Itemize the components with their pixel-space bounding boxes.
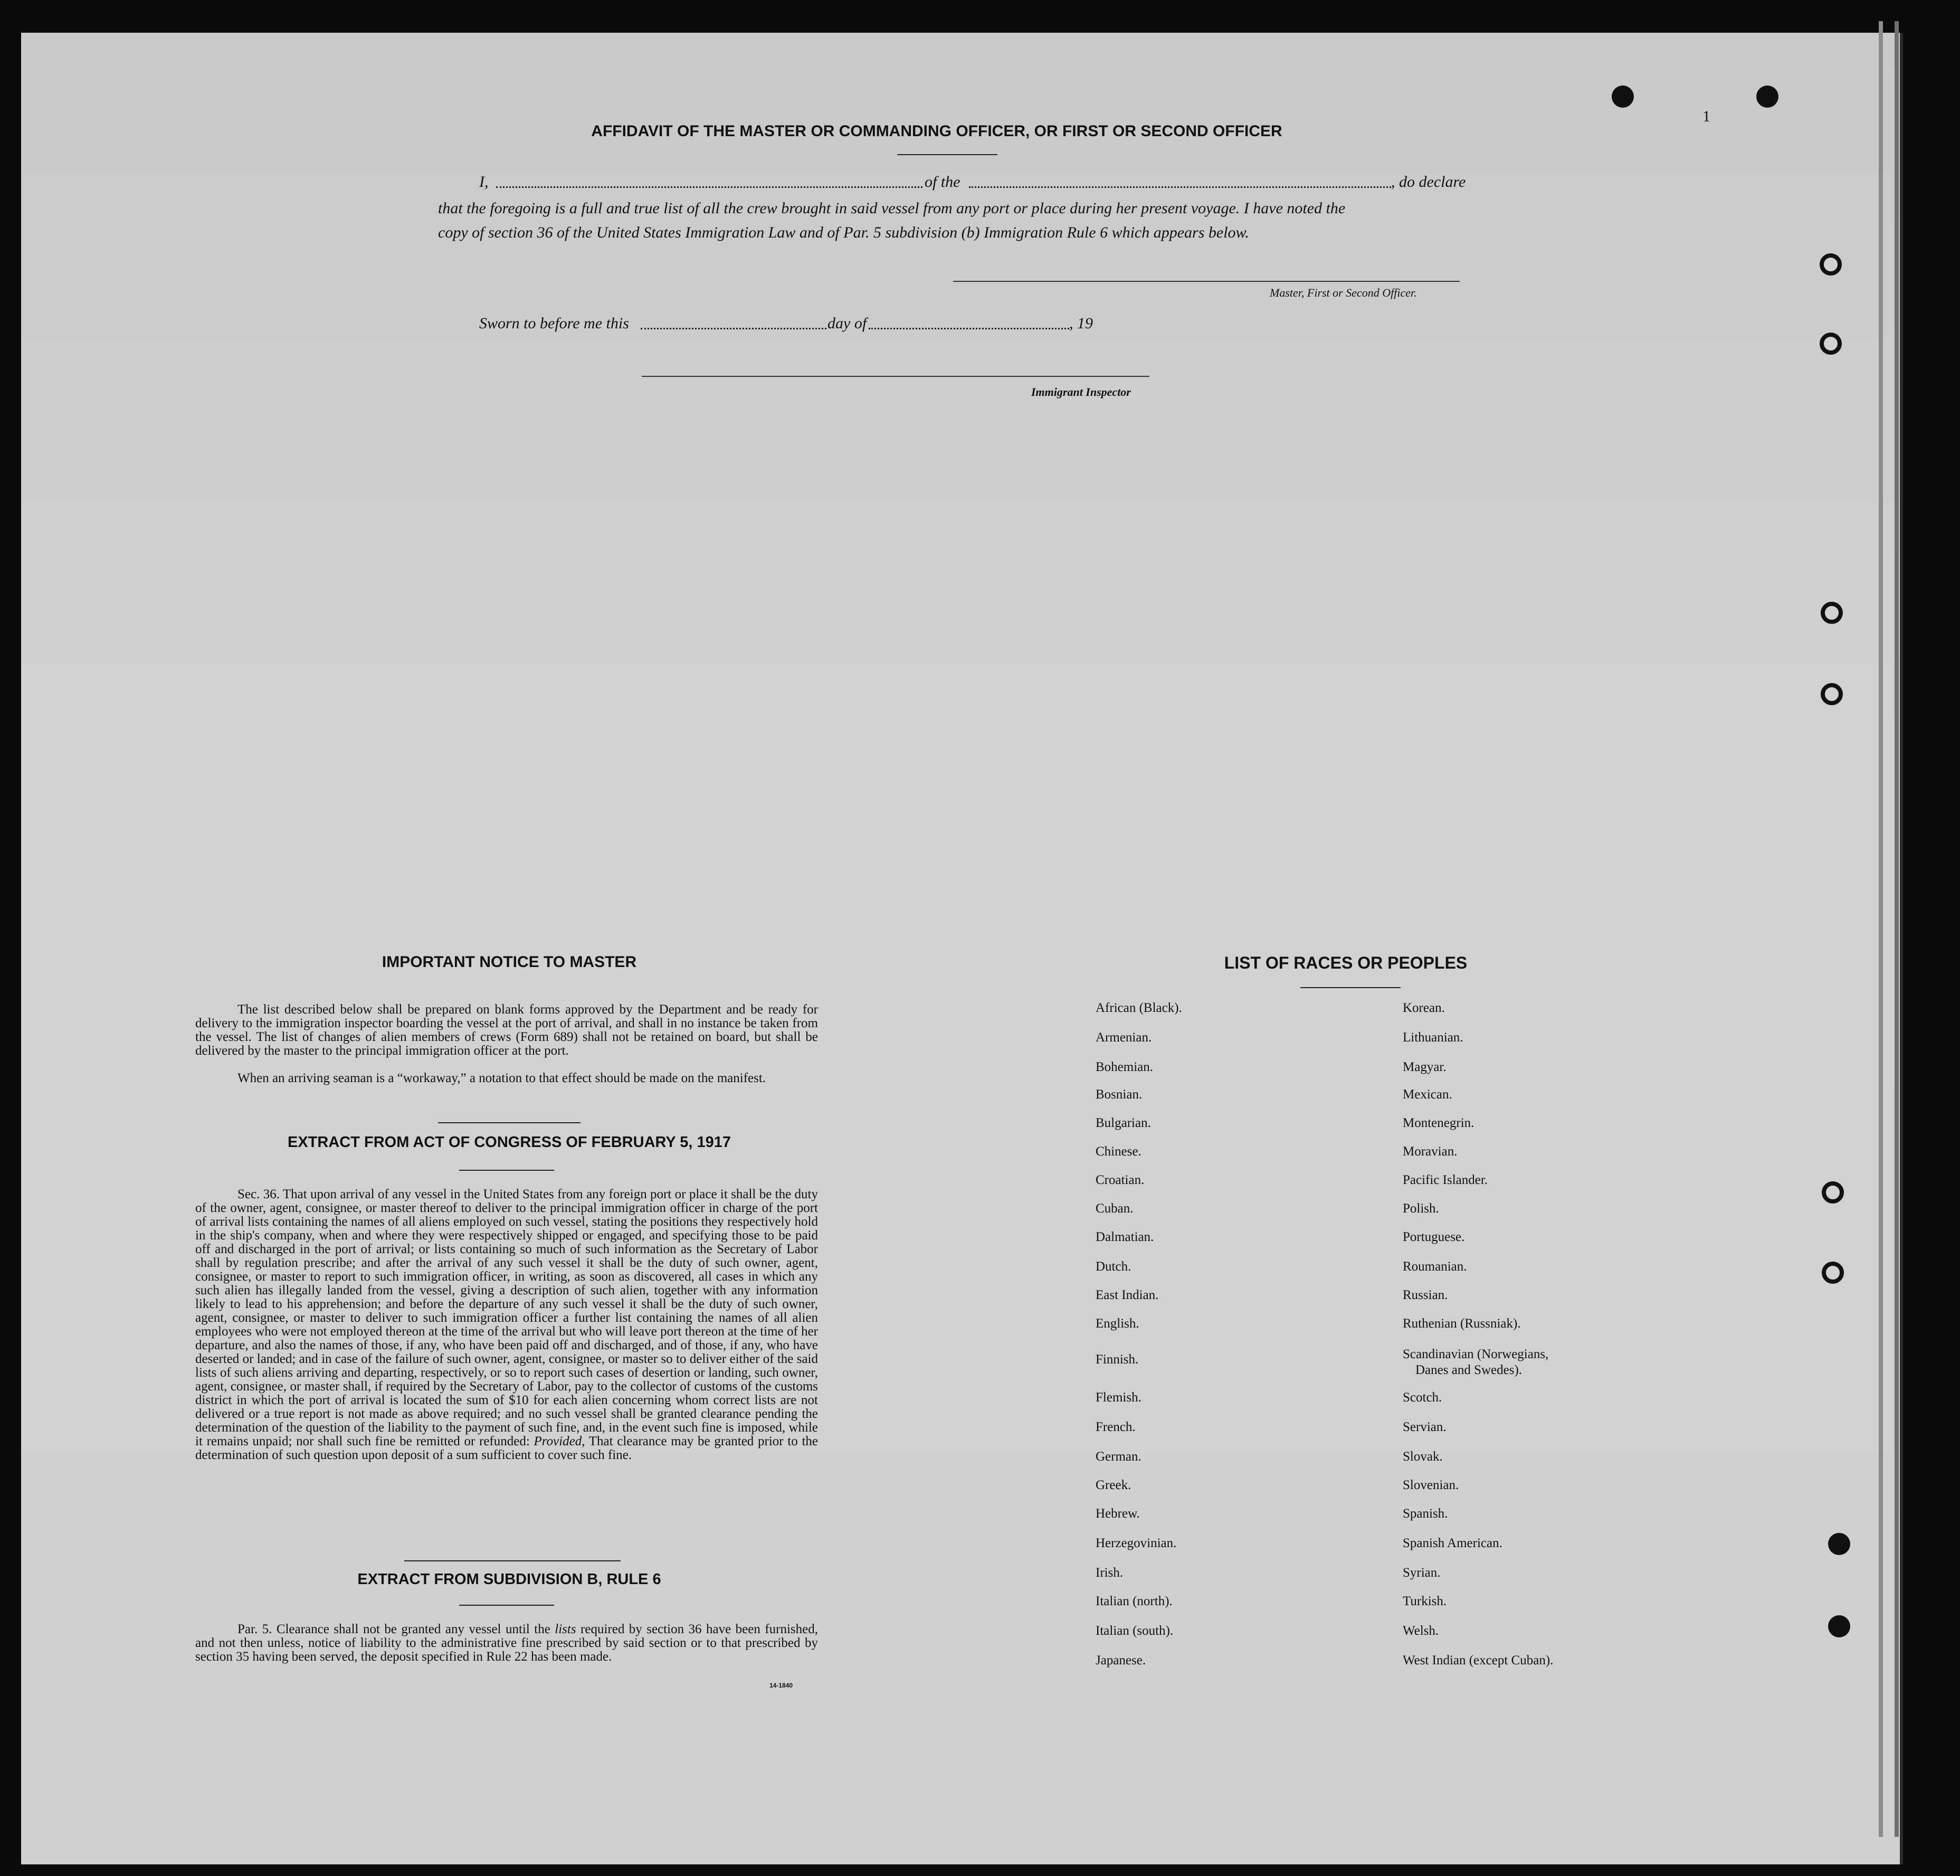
sworn-month-field bbox=[869, 327, 1069, 329]
race-item: German. bbox=[1096, 1449, 1141, 1464]
manifest-page bbox=[21, 33, 1903, 1864]
race-item: Spanish American. bbox=[1403, 1536, 1502, 1550]
race-item: English. bbox=[1096, 1316, 1139, 1331]
notice-paragraph: When an arriving seaman is a “workaway,” a notation to that effect should be made on the manifest. bbox=[237, 1071, 766, 1085]
race-item: Flemish. bbox=[1096, 1390, 1141, 1405]
rule-extract-text bbox=[195, 1623, 818, 1664]
lists-word: lists bbox=[555, 1622, 576, 1636]
race-item: French. bbox=[1096, 1420, 1136, 1434]
race-item: Armenian. bbox=[1096, 1030, 1152, 1045]
divider bbox=[459, 1170, 554, 1171]
rule-text-b: required by section 36 have been furnished, and not then unless, notice of liability to the administrative fine prescribed by said section or to that prescribed by section 35 having been served, the deposit specified in Rule 22 has been made. bbox=[195, 1622, 818, 1664]
race-item: Bohemian. bbox=[1096, 1060, 1154, 1074]
rule-extract-title: EXTRACT FROM SUBDIVISION B, RULE 6 bbox=[357, 1571, 661, 1588]
divider bbox=[459, 1605, 554, 1606]
inspector-label: Immigrant Inspector bbox=[1031, 385, 1131, 399]
divider bbox=[1300, 987, 1401, 988]
divider bbox=[897, 154, 997, 155]
race-item: Turkish. bbox=[1403, 1594, 1447, 1608]
race-item: Croatian. bbox=[1096, 1173, 1145, 1187]
race-item: Dalmatian. bbox=[1096, 1230, 1154, 1244]
vessel-name-field bbox=[969, 186, 1391, 188]
race-item: Japanese. bbox=[1096, 1653, 1146, 1667]
race-item: Scandinavian (Norwegians, bbox=[1403, 1347, 1549, 1361]
race-item: West Indian (except Cuban). bbox=[1403, 1653, 1554, 1667]
race-item: Bosnian. bbox=[1096, 1087, 1143, 1102]
race-item: Spanish. bbox=[1403, 1507, 1448, 1521]
rule-text-a: Par. 5. Clearance shall not be granted any vessel until the bbox=[237, 1622, 550, 1636]
race-item: East Indian. bbox=[1096, 1288, 1159, 1302]
race-item: Italian (north). bbox=[1096, 1594, 1173, 1608]
notice-title: IMPORTANT NOTICE TO MASTER bbox=[382, 953, 637, 971]
race-item: Russian. bbox=[1403, 1288, 1448, 1302]
act-extract-text bbox=[195, 1188, 818, 1462]
affidavit-i: I, bbox=[479, 173, 489, 191]
sworn-year: , 19 bbox=[1069, 315, 1093, 332]
page-edge bbox=[1895, 21, 1899, 1837]
notice-paragraph: The list described below shall be prepared on blank forms approved by the Department and be ready for delivery to the immigration inspector boarding the vessel at the port of arrival, and shall in no instance be taken from the vessel. The list of changes of alien members of crews (Form 689) shall not be retained on board, but shall be delivered by the master to the principal immigration officer at the port. bbox=[195, 1002, 818, 1058]
affidavit-of-the: of the bbox=[925, 173, 960, 191]
race-item: Finnish. bbox=[1096, 1352, 1139, 1367]
punch-hole bbox=[1822, 1262, 1844, 1284]
divider bbox=[404, 1560, 621, 1561]
race-item: Mexican. bbox=[1403, 1087, 1452, 1102]
affidavit-title: AFFIDAVIT OF THE MASTER OR COMMANDING OFFICER, OR FIRST OR SECOND OFFICER bbox=[591, 122, 1282, 140]
race-item: Lithuanian. bbox=[1403, 1030, 1463, 1045]
inspector-signature-line bbox=[642, 376, 1149, 377]
divider bbox=[438, 1122, 581, 1123]
race-item: Montenegrin. bbox=[1403, 1116, 1474, 1130]
provided-word: Provided, bbox=[534, 1434, 585, 1448]
sworn-day-field bbox=[641, 327, 826, 329]
race-item: Welsh. bbox=[1403, 1624, 1439, 1638]
race-item: Servian. bbox=[1403, 1420, 1447, 1434]
punch-hole bbox=[1821, 602, 1843, 624]
affidavit-line-2: that the foregoing is a full and true list of all the crew brought in said vessel from any port or place during her present voyage. I have noted the bbox=[438, 200, 1346, 217]
punch-hole bbox=[1612, 86, 1634, 108]
form-number: 14-1840 bbox=[769, 1682, 793, 1689]
race-item: Moravian. bbox=[1403, 1144, 1458, 1159]
punch-hole bbox=[1821, 683, 1843, 705]
race-item: Herzegovinian. bbox=[1096, 1536, 1177, 1550]
race-item: Ruthenian (Russniak). bbox=[1403, 1316, 1521, 1331]
sworn-day-of: day of bbox=[827, 315, 867, 332]
race-item: African (Black). bbox=[1096, 1001, 1182, 1015]
act-extract-title: EXTRACT FROM ACT OF CONGRESS OF FEBRUARY 5, 1917 bbox=[287, 1134, 731, 1151]
punch-hole bbox=[1828, 1533, 1850, 1555]
race-item: Portuguese. bbox=[1403, 1230, 1465, 1244]
race-item: Syrian. bbox=[1403, 1566, 1441, 1580]
affidavit-declare: , do declare bbox=[1391, 173, 1466, 191]
race-item: Irish. bbox=[1096, 1566, 1124, 1580]
corner-mark: 1 bbox=[1702, 108, 1710, 125]
race-item: Dutch. bbox=[1096, 1259, 1131, 1274]
race-item: Cuban. bbox=[1096, 1201, 1134, 1216]
race-item: Slovak. bbox=[1403, 1449, 1443, 1464]
race-item: Danes and Swedes). bbox=[1415, 1363, 1523, 1377]
race-item: Greek. bbox=[1096, 1478, 1131, 1492]
punch-hole bbox=[1820, 333, 1842, 355]
race-item: Slovenian. bbox=[1403, 1478, 1459, 1492]
section-36-text: That upon arrival of any vessel in the United States from any foreign port or place it shall be the duty of the owner, agent, consignee, or master thereof to deliver to the principal immigration officer in charge of the port of arrival lists containing the names of all aliens employed on such vessel, stating the positions they respectively hold in the ship's company, when and where they were respectively shipped or engaged, and specifying those to be paid off and discharged in the port of arrival; or lists containing so much of such information as the Secretary of Labor shall by regulation prescribe; and after the arrival of any such vessel it shall be the duty of such owner, agent, consignee, or master to report to such immigration officer, in writing, as soon as discovered, all cases in which any such alien has illegally landed from the vessel, giving a description of such alien, together with any information likely to lead to his apprehension; and before the departure of any such vessel it shall be the duty of such owner, agent, consignee, or master to deliver to such immigration officer a further list containing the names of all alien employees who were not employed thereon at the time of the arrival but who will leave port thereon at the time of her departure, and also the names of those, if any, who have been paid off and discharged, and of those, if any, who have deserted or landed; and in case of the failure of such owner, agent, consignee, or master so to deliver either of the said lists of such aliens arriving and departing, respectively, or so to report such cases of desertion or landing, such owner, agent, consignee, or master shall, if required by the Secretary of Labor, pay to the collector of customs of the customs district in which the port of arrival is located the sum of $10 for each alien concerning whom correct lists are not delivered or a true report is not made as above required; and no such vessel shall be granted clearance pending the determination of the question of the liability to the payment of such fine, and, in the event such fine is imposed, while it remains unpaid; nor shall such fine be remitted or refunded: bbox=[195, 1187, 818, 1448]
punch-hole bbox=[1828, 1615, 1850, 1637]
affidavit-line-3: copy of section 36 of the United States Immigration Law and of Par. 5 subdivision (b) Immigration Rule 6 which appears below. bbox=[438, 224, 1249, 241]
punch-hole bbox=[1822, 1181, 1844, 1204]
page-edge bbox=[1879, 21, 1883, 1837]
races-title: LIST OF RACES OR PEOPLES bbox=[1224, 953, 1468, 972]
race-item: Korean. bbox=[1403, 1001, 1445, 1015]
section-label: Sec. 36. bbox=[237, 1187, 280, 1201]
race-item: Hebrew. bbox=[1096, 1507, 1140, 1521]
race-item: Roumanian. bbox=[1403, 1259, 1467, 1274]
race-item: Scotch. bbox=[1403, 1390, 1442, 1405]
race-item: Magyar. bbox=[1403, 1060, 1447, 1074]
race-item: Polish. bbox=[1403, 1201, 1439, 1216]
signature-label: Master, First or Second Officer. bbox=[1270, 286, 1417, 299]
master-name-field bbox=[496, 186, 922, 188]
race-item: Italian (south). bbox=[1096, 1624, 1174, 1638]
punch-hole bbox=[1756, 86, 1778, 108]
race-item: Chinese. bbox=[1096, 1144, 1141, 1159]
race-item: Pacific Islander. bbox=[1403, 1173, 1488, 1187]
signature-line bbox=[953, 281, 1460, 282]
section-36-text-end: That clearance may be granted prior to the determination of such question upon deposit of a sum sufficient to cover such fine. bbox=[195, 1434, 818, 1462]
punch-hole bbox=[1820, 253, 1842, 276]
race-item: Bulgarian. bbox=[1096, 1116, 1151, 1130]
sworn-prefix: Sworn to before me this bbox=[479, 315, 629, 332]
